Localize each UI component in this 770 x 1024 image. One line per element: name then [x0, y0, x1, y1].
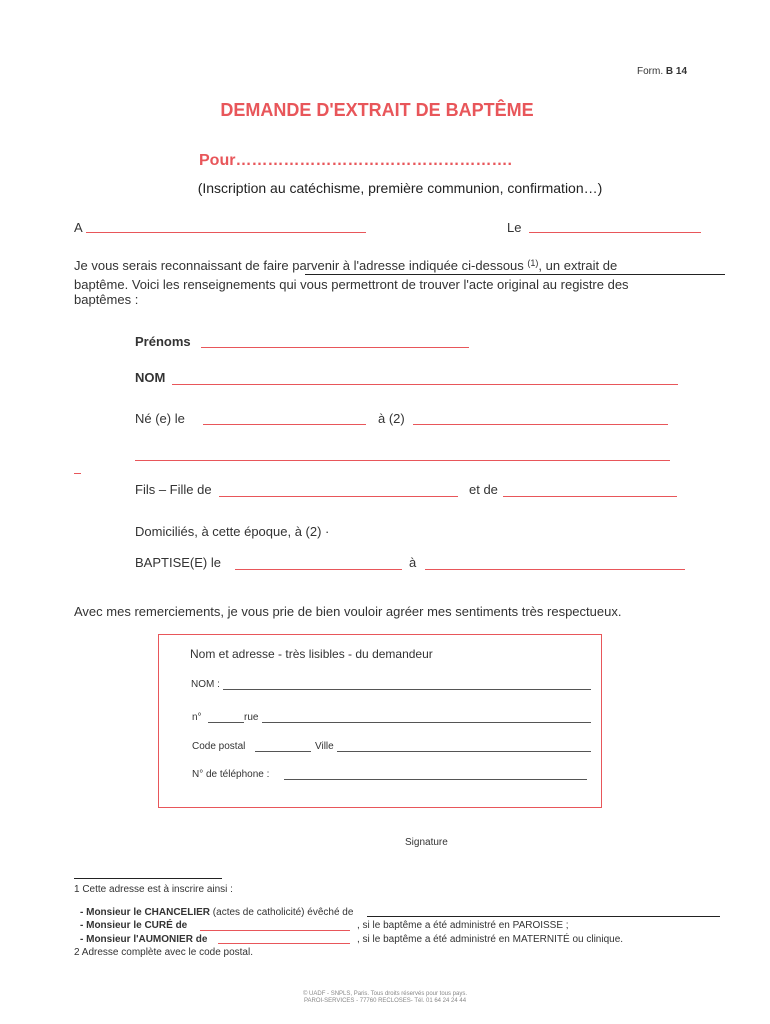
- address-number-input-line[interactable]: [208, 722, 244, 723]
- prenoms-input-line[interactable]: [201, 347, 469, 348]
- nom-input-line[interactable]: [172, 384, 678, 385]
- place-input-line[interactable]: [86, 232, 366, 233]
- city-input-line[interactable]: [337, 751, 591, 752]
- address-street-label: rue: [244, 712, 259, 723]
- cure-input-line[interactable]: [200, 930, 350, 931]
- baptism-place-input-line[interactable]: [425, 569, 685, 570]
- nom-label: NOM: [135, 370, 166, 385]
- birth-date-input-line[interactable]: [203, 424, 366, 425]
- pour-field[interactable]: Pour…………………………………………….: [199, 152, 512, 169]
- place-label: A: [74, 220, 83, 235]
- intro-text-1: Je vous serais reconnaissant de faire parvenir à l'adresse indiquée ci-dessous: [74, 258, 524, 273]
- city-label: Ville: [315, 741, 334, 752]
- mother-label: et de: [469, 482, 498, 497]
- page-title: DEMANDE D'EXTRAIT DE BAPTÊME: [220, 100, 534, 120]
- cure-rest: , si le baptême a été administré en PAROISSE ;: [357, 920, 569, 931]
- address-number-label: n°: [192, 712, 202, 723]
- form-prefix: Form.: [637, 66, 664, 77]
- address-nom-label: NOM :: [191, 679, 220, 690]
- prenoms-label: Prénoms: [135, 334, 191, 349]
- residence-label: Domiciliés, à cette époque, à (2) ·: [135, 524, 330, 539]
- copyright-line-2: PAROI-SERVICES - 77760 RECLOSES- Tél. 01 64 24 24 44: [303, 998, 467, 1004]
- birth-place-label: à (2): [378, 411, 405, 426]
- baptism-place-label: à: [409, 555, 417, 570]
- baptism-date-label: le: [210, 555, 221, 570]
- closing-text: Avec mes remerciements, je vous prie de bien vouloir agréer mes sentiments très respectueux.: [74, 604, 622, 619]
- footnote-ref-1: (1): [527, 258, 539, 268]
- date-label: Le: [507, 220, 522, 235]
- baptism-date-input-line[interactable]: [235, 569, 402, 570]
- phone-input-line[interactable]: [284, 779, 587, 780]
- intro-rule: [305, 274, 725, 275]
- date-input-line[interactable]: [529, 232, 701, 233]
- copyright-line-1: © UADF - SNPLS, Paris. Tous droits réservés pour tous pays.: [302, 991, 468, 997]
- form-reference: [637, 66, 687, 77]
- mother-input-line[interactable]: [503, 496, 677, 497]
- postal-code-label: Code postal: [192, 741, 246, 752]
- footnote-aumonier: [80, 934, 207, 945]
- birth-date-label: Né (e) le: [135, 411, 185, 426]
- baptism-label: [135, 555, 221, 570]
- chancelier-rest: (actes de catholicité) évêché de: [212, 907, 354, 918]
- baptism-label-main: BAPTISE(E): [135, 555, 208, 570]
- footnote-2: 2 Adresse complète avec le code postal.: [74, 947, 253, 958]
- footnote-chancelier: [80, 907, 353, 918]
- intro-line-1: [74, 258, 617, 273]
- footnote-1: 1 Cette adresse est à inscrire ainsi :: [74, 884, 233, 895]
- subtitle: (Inscription au catéchisme, première communion, confirmation…): [197, 180, 603, 196]
- address-box-title: Nom et adresse - très lisibles - du demandeur: [190, 647, 433, 661]
- aumonier-rest: , si le baptême a été administré en MATERNITÉ ou clinique.: [357, 934, 624, 945]
- father-input-line[interactable]: [219, 496, 458, 497]
- footnote-separator: [74, 878, 222, 879]
- aumonier-input-line[interactable]: [218, 943, 350, 944]
- intro-text-1-end: , un extrait de: [538, 258, 618, 273]
- address-nom-input-line[interactable]: [223, 689, 591, 690]
- aumonier-bold: - Monsieur l'AUMONIER de: [80, 934, 208, 945]
- father-label: Fils – Fille de: [135, 482, 212, 497]
- cure-bold: - Monsieur le CURÉ de: [80, 920, 188, 931]
- birth-place-input-line[interactable]: [413, 424, 668, 425]
- address-street-input-line[interactable]: [262, 722, 591, 723]
- form-code: B 14: [665, 66, 688, 77]
- extra-input-line[interactable]: [135, 460, 670, 461]
- chancelier-input-line[interactable]: [367, 916, 720, 917]
- phone-label: N° de téléphone :: [192, 769, 270, 780]
- intro-line-3: baptêmes :: [74, 292, 139, 307]
- signature-label: Signature: [405, 837, 448, 848]
- chancelier-bold: - Monsieur le CHANCELIER: [80, 907, 211, 918]
- footnote-cure: [80, 920, 187, 931]
- intro-line-2: baptême. Voici les renseignements qui vous permettront de trouver l'acte original au registre des: [74, 277, 629, 292]
- margin-mark: [74, 473, 81, 474]
- postal-code-input-line[interactable]: [255, 751, 311, 752]
